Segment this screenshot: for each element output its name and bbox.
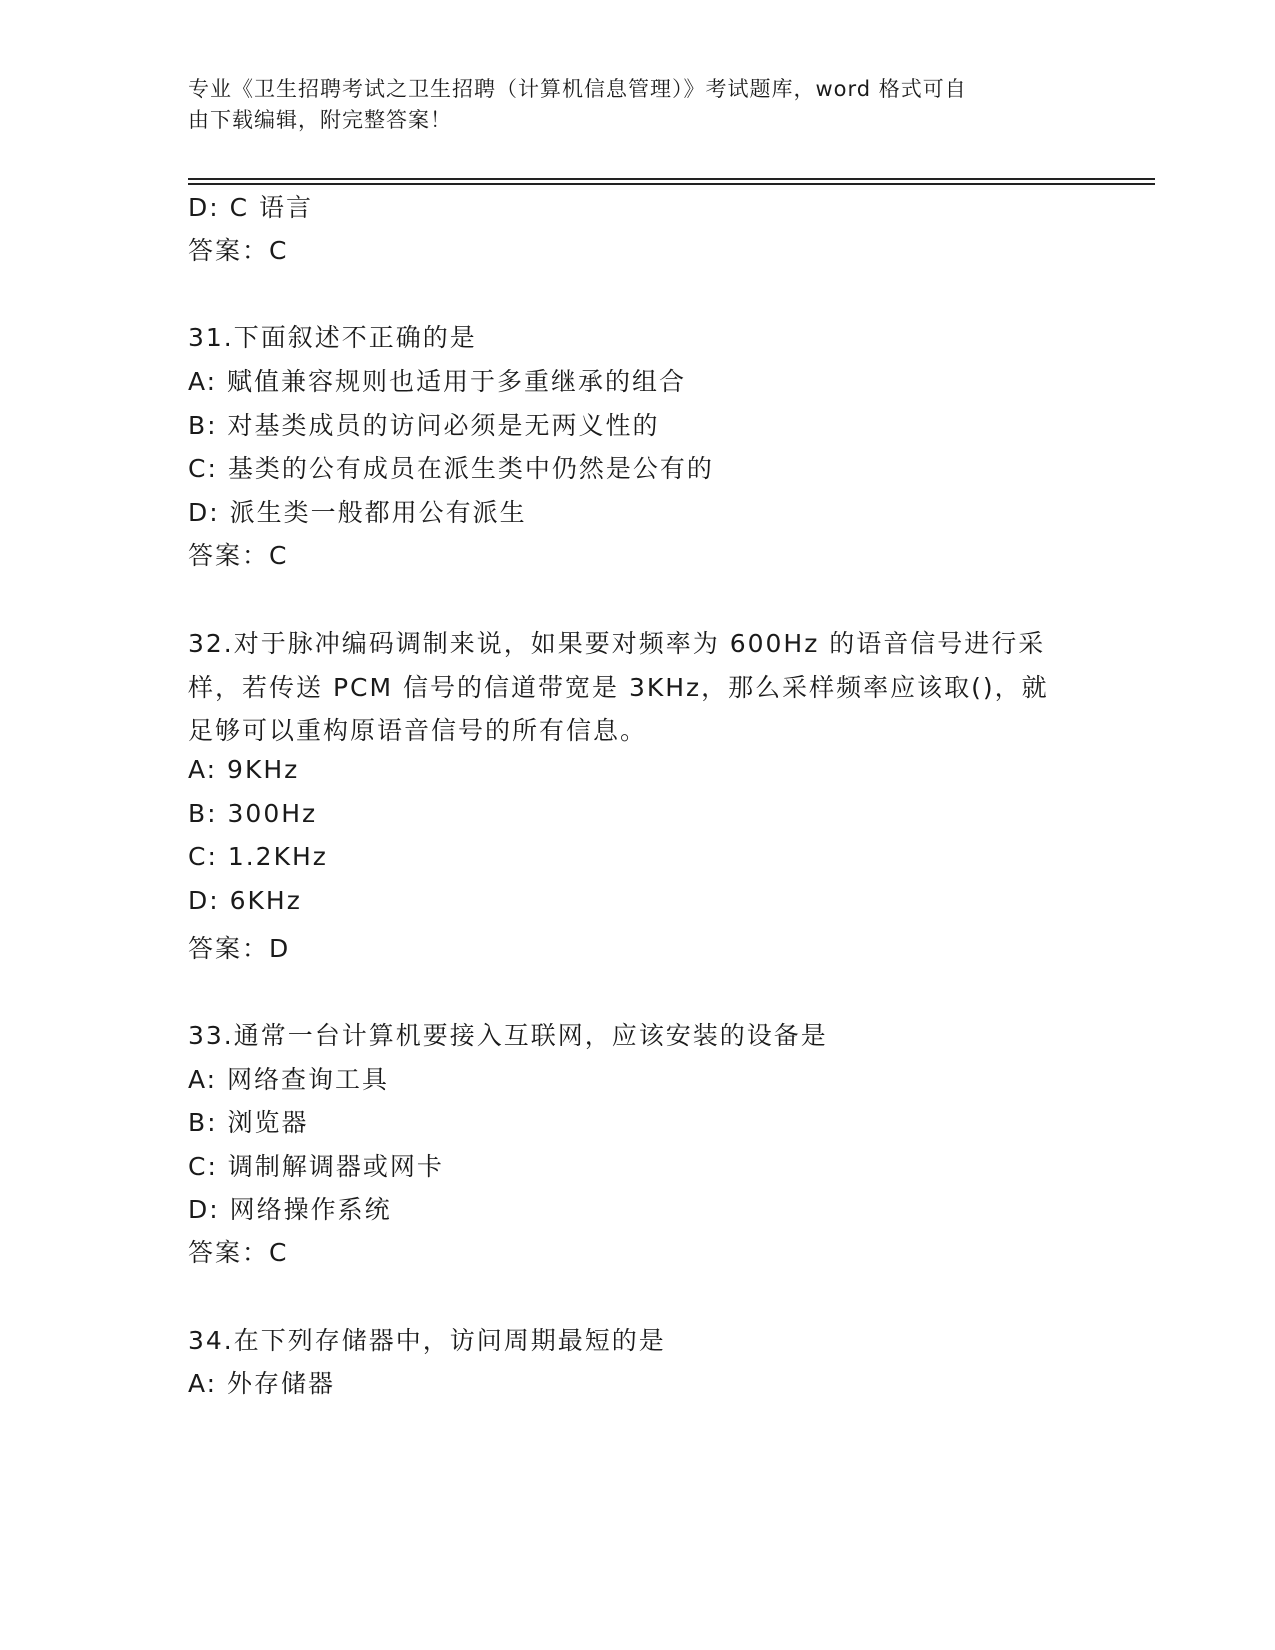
q32-option-d: D: 6KHz: [188, 886, 302, 915]
header-line-2: 由下载编辑，附完整答案！: [188, 108, 452, 132]
q34-stem: 34.在下列存储器中，访问周期最短的是: [188, 1326, 666, 1355]
q33-option-c: C: 调制解调器或网卡: [188, 1152, 444, 1181]
q33-answer: 答案：C: [188, 1238, 289, 1267]
prev-answer: 答案：C: [188, 236, 289, 265]
q32-stem-line-1: 32.对于脉冲编码调制来说，如果要对频率为 600Hz 的语音信号进行采: [188, 629, 1046, 658]
document-header: [188, 74, 1068, 136]
q31-option-d: D: 派生类一般都用公有派生: [188, 498, 527, 527]
q31-stem: 31.下面叙述不正确的是: [188, 323, 477, 352]
header-divider-bottom: [188, 183, 1155, 185]
q32-stem-line-3: 足够可以重构原语音信号的所有信息。: [188, 716, 648, 745]
q32-option-a: A: 9KHz: [188, 755, 300, 784]
q34-option-a: A: 外存储器: [188, 1369, 336, 1398]
q31-option-a: A: 赋值兼容规则也适用于多重继承的组合: [188, 367, 687, 396]
q33-option-d: D: 网络操作系统: [188, 1195, 392, 1224]
header-line-1: 专业《卫生招聘考试之卫生招聘（计算机信息管理）》考试题库，word 格式可自: [188, 77, 967, 101]
q33-option-a: A: 网络查询工具: [188, 1065, 390, 1094]
q31-option-b: B: 对基类成员的访问必须是无两义性的: [188, 411, 660, 440]
q31-option-c: C: 基类的公有成员在派生类中仍然是公有的: [188, 454, 714, 483]
q32-stem-line-2: 样，若传送 PCM 信号的信道带宽是 3KHz，那么采样频率应该取()，就: [188, 673, 1049, 702]
q32-option-c: C: 1.2KHz: [188, 842, 328, 871]
q32-option-b: B: 300Hz: [188, 799, 318, 828]
prev-option-d: D: C 语言: [188, 193, 314, 222]
header-divider-top: [188, 178, 1155, 180]
q32-answer: 答案：D: [188, 934, 291, 963]
q33-option-b: B: 浏览器: [188, 1108, 309, 1137]
q31-answer: 答案：C: [188, 541, 289, 570]
q33-stem: 33.通常一台计算机要接入互联网，应该安装的设备是: [188, 1021, 828, 1050]
